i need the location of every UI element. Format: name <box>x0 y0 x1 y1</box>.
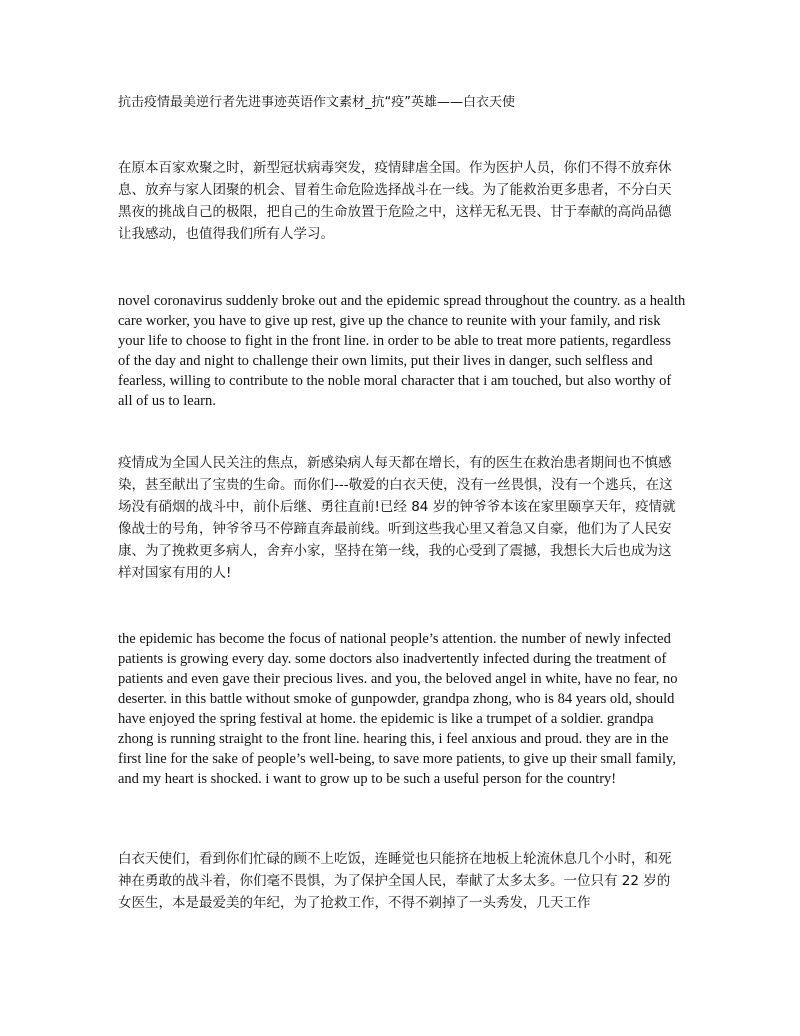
paragraph-en-1: novel coronavirus suddenly broke out and the epidemic spread throughout the country. as a health care worker, you have to give up rest, give up the chance to reunite with your family, and risk your life to choose to fight in the front line. in order to be able to treat more patients, regardless of the day and night to challenge their own limits, put their lives in danger, such selfless and fearless, willing to contribute to the noble moral character that i am touched, but also worthy of all of us to learn. <box>118 293 686 409</box>
paragraph-zh-3: 白衣天使们，看到你们忙碌的顾不上吃饭，连睡觉也只能挤在地板上轮流休息几个小时，和死神在勇敢的战斗着，你们毫不畏惧，为了保护全国人民，奉献了太多太多。一位只有 22 岁的女医生，本是最爱美的年纪，为了抢救工作，不得不剃掉了一头秀发，几天工作 <box>118 851 672 911</box>
paragraph-en-2: the epidemic has become the focus of national people’s attention. the number of newly infected patients is growing every day. some doctors also inadvertently infected during the treatment of patients and even gave their precious lives. and you, the beloved angel in white, have no fear, no deserter. in this battle without smoke of gunpowder, grandpa zhong, who is 84 years old, should have enjoyed the spring festival at home. the epidemic is like a trumpet of a soldier. grandpa zhong is running straight to the front line. hearing this, i feel anxious and proud. they are in the first line for the sake of people’s well-being, to save more patients, to give up their small family, and my heart is shocked. i want to grow up to be such a useful person for the country! <box>118 631 678 787</box>
paragraph-zh-1: 在原本百家欢聚之时，新型冠状病毒突发，疫情肆虐全国。作为医护人员，你们不得不放弃休息、放弃与家人团聚的机会、冒着生命危险选择战斗在一线。为了能救治更多患者，不分白天黑夜的挑战自己的极限，把自己的生命放置于危险之中，这样无私无畏、甘于奉献的高尚品德让我感动，也值得我们所有人学习。 <box>118 160 672 242</box>
paragraph-zh-2: 疫情成为全国人民关注的焦点，新感染病人每天都在增长，有的医生在救治患者期间也不慎感染，甚至献出了宝贵的生命。而你们---敬爱的白衣天使，没有一丝畏惧，没有一个逃兵，在这场没有硝烟的战斗中，前仆后继、勇往直前!已经 84 岁的钟爷爷本该在家里颐享天年，疫情就像战士的号角，钟爷爷马不停蹄直奔最前线。听到这些我心里又着急又自豪，他们为了人民安康、为了挽救更多病人，舍弃小家，坚持在第一线，我的心受到了震撼，我想长大后也成为这样对国家有用的人! <box>118 455 676 581</box>
document-title: 抗击疫情最美逆行者先进事迹英语作文素材_抗“疫”英雄——白衣天使 <box>118 95 515 110</box>
